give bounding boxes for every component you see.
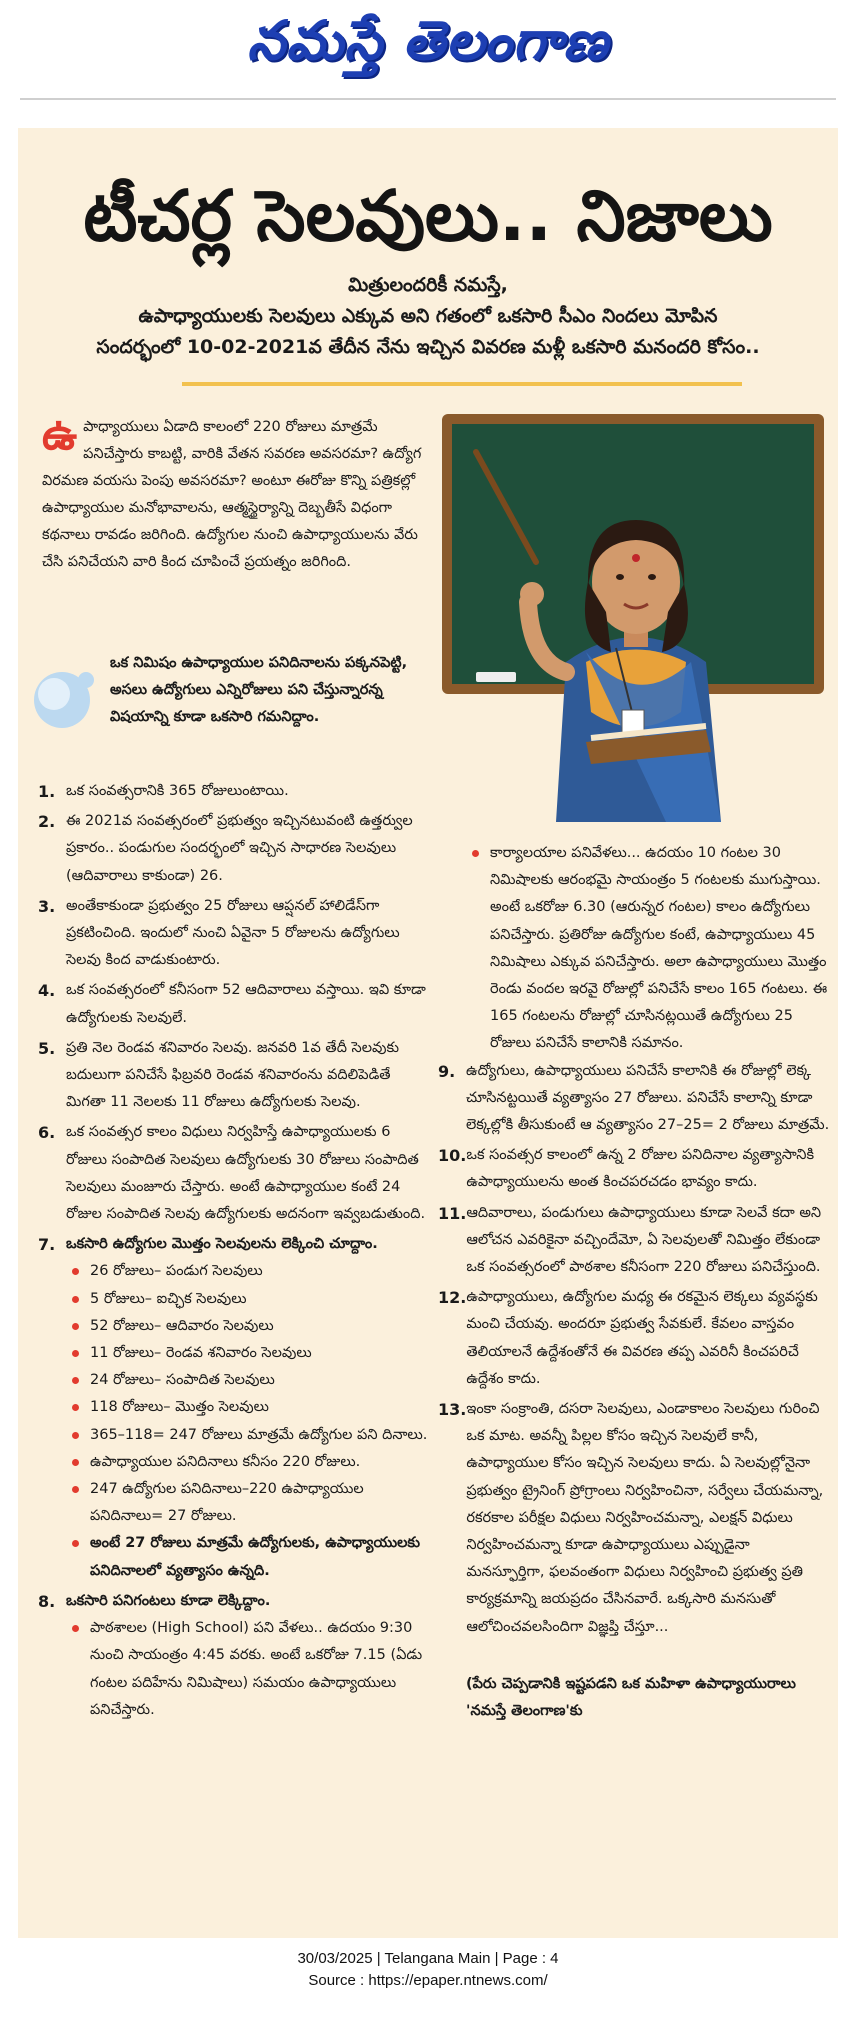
- bullet-item: 247 ఉద్యోగుల పనిదినాలు–220 ఉపాధ్యాయుల పనిదినాలు= 27 రోజులు.: [66, 1476, 430, 1530]
- list-item-totals: 7. ఒకసారి ఉద్యోగుల మొత్తం సెలవులను లెక్కించి చూద్దాం. 26 రోజులు– పండుగ సెలవులు 5 రోజులు– ఐచ్ఛిక సెలవులు 52 రోజులు– ఆదివారం సెలవులు 11 రోజులు– రెండవ శనివారం సెలవులు 24 రోజులు– సంపాదిత సెలవులు 118 రోజులు– మొత్తం సెలవులు 365–118= 247 రోజులు మాత్రమే ఉద్యోగుల పని దినాలు. ఉపాధ్యాయుల పనిదినాలు కనీసం 220 రోజులు. 247 ఉద్యోగుల పనిదినాలు–220 ఉపాధ్యాయుల పనిదినాలు= 27 రోజులు. అంటే 27 రోజులు మాత్రమే ఉద్యోగులకు, ఉపాధ్యాయులకు పనిదినాలలో వ్యత్యాసం ఉన్నది.: [38, 1231, 430, 1585]
- bullet-item: 26 రోజులు– పండుగ సెలవులు: [66, 1258, 430, 1285]
- list-item: 5. ప్రతి నెల రెండవ శనివారం సెలవు. జనవరి 1వ తేదీ సెలవుకు బదులుగా పనిచేసే ఫిబ్రవరి రెండవ శనివారంను వదిలిపెడితే మిగతా 11 నెలలకు 11 రోజులు ఉద్యోగులకు సెలవు.: [38, 1038, 400, 1111]
- article-headline: టీచర్ల సెలవులు.. నిజాలు: [83, 175, 773, 257]
- list-item: 12. ఉపాధ్యాయులు, ఉద్యోగుల మధ్య ఈ రకమైన లెక్కలు వ్యవస్థకు మంచి చేయవు. అందరూ ప్రభుత్వ సేవకులే. కేవలం వాస్తవం తెలియాలనే ఉద్దేశంతోనే ఈ వివరణ తప్ప ఎవరినీ కించపరిచే ఉద్దేశం కాదు.: [438, 1288, 818, 1387]
- lead-paragraph: [42, 409, 428, 576]
- masthead: [0, 0, 856, 100]
- pull-quote: ఒక నిమిషం ఉపాధ్యాయుల పనిదినాలను పక్కనపెట్టి, అసలు ఉద్యోగులు ఎన్నిరోజులు పని చేస్తున్నారన్న విషయాన్ని కూడా ఒకసారి గమనిద్దాం.: [110, 655, 408, 725]
- list-item: 2. ఈ 2021వ సంవత్సరంలో ప్రభుత్వం ఇచ్చినటువంటి ఉత్తర్వుల ప్రకారం.. పండుగుల సందర్భంలో ఇచ్చిన సాధారణ సెలవులు (ఆదివారాలు కాకుండా) 26.: [38, 812, 413, 884]
- bullet-item: 5 రోజులు– ఐచ్ఛిక సెలవులు: [66, 1286, 430, 1313]
- bullet-item-highlight: అంటే 27 రోజులు మాత్రమే ఉద్యోగులకు, ఉపాధ్యాయులకు పనిదినాలలో వ్యత్యాసం ఉన్నది.: [66, 1530, 430, 1584]
- list-item: 6. ఒక సంవత్సర కాలం విధులు నిర్వహిస్తే ఉపాధ్యాయులకు 6 రోజులు సంపాదిత సెలవులు ఉద్యోగులకు 30 రోజులు సంపాదిత సెలవులు మంజూరు చేస్తారు. అంటే ఉపాధ్యాయుల కంటే 24 రోజుల సంపాదిత సెలవు ఉద్యోగులకు అదనంగా ఇవ్వబడుతుంది.: [38, 1123, 426, 1223]
- article-intro: [30, 270, 826, 363]
- footer-source-link[interactable]: Source : https://epaper.ntnews.com/: [308, 1972, 548, 1989]
- totals-heading: ఒకసారి ఉద్యోగుల మొత్తం సెలవులను లెక్కించి చూద్దాం.: [66, 1236, 378, 1253]
- bullet-item: 24 రోజులు– సంపాదిత సెలవులు: [66, 1367, 430, 1394]
- page-footer: [0, 1948, 856, 1992]
- left-column: [38, 778, 430, 1727]
- lead-text: పాధ్యాయులు ఏడాది కాలంలో 220 రోజులు మాత్రమే పనిచేస్తారు కాబట్టి, వారికి వేతన సవరణ అవసరమా? ఉద్యోగ విరమణ వయసు పెంపు అవసరమా? అంటూ ఈరోజు కొన్ని పత్రికల్లో ఉపాధ్యాయుల మనోభావాలను, ఆత్మస్థైర్యాన్ని దెబ్బతీసే విధంగా కథనాలు రావడం జరిగింది. ఉద్యోగుల నుంచి ఉపాధ్యాయులను వేరు చేసి పనిచేయని వారి కింద చూపించే ప్రయత్నం జరిగింది.: [42, 419, 422, 570]
- bullet-item: కార్యాలయాల పనివేళలు... ఉదయం 10 గంటల 30 నిమిషాలకు ఆరంభమై సాయంత్రం 5 గంటలకు ముగుస్తాయి. అంటే ఒకరోజు 6.30 (ఆరున్నర గంటల) కాలం ఉద్యోగులు పనిచేస్తారు. ప్రతిరోజు ఉద్యోగుల కంటే, ఉపాధ్యాయులు 45 నిమిషాలు ఎక్కువ పనిచేస్తారు. అలా ఉపాధ్యాయులు మొత్తం రెండు వందల ఇరవై రోజుల్లో పనిచేసే కాలం 165 గంటలు. ఈ 165 గంటలను రోజుల్లో చూసినట్లయితే ఉద్యోగులు 25 రోజులు పనిచేసే కాలానికి సమానం.: [466, 840, 830, 1058]
- right-column: [438, 840, 830, 1725]
- list-item: 9. ఉద్యోగులు, ఉపాధ్యాయులు పనిచేసే కాలానికి ఈ రోజుల్లో లెక్క చూసినట్టయితే వ్యత్యాసం 27 రోజులు. పనిచేసే కాలాన్ని కూడా లెక్కల్లోకి తీసుకుంటే ఆ వ్యత్యాసం 27–25= 2 రోజులు మాత్రమే.: [438, 1061, 830, 1134]
- intro-line-2: ఉపాధ్యాయులకు సెలవులు ఎక్కువ అని గతంలో ఒకసారి సీఎం నిందలు మోపిన: [138, 305, 718, 327]
- bullet-item: 11 రోజులు– రెండవ శనివారం సెలవులు: [66, 1340, 430, 1367]
- list-item: 11. ఆదివారాలు, పండుగులు ఉపాధ్యాయులు కూడా సెలవే కదా అని ఆలోచన ఎవరికైనా వచ్చిందేమో, ఏ సెలవులతో నిమిత్తం లేకుండా ఒక సంవత్సరంలో పాఠశాల కనీసంగా 220 రోజులు పనిచేస్తుంది.: [438, 1203, 822, 1276]
- hand: [520, 582, 544, 606]
- intro-greeting: మిత్రులందరికీ నమస్తే,: [348, 274, 508, 296]
- bullet-item: 118 రోజులు– మొత్తం సెలవులు: [66, 1394, 430, 1421]
- list-item: 13. ఇంకా సంక్రాంతి, దసరా సెలవులు, ఎండాకాలం సెలవులు గురించి ఒక మాట. అవన్నీ పిల్లల కోసం ఇచ్చిన సెలవులే కానీ, ఉపాధ్యాయుల కోసం ఇచ్చిన సెలవులు కాదు. ఏ సెలవుల్లోనైనా ప్రభుత్వం ట్రైనింగ్ ప్రోగ్రాంలు నిర్వహించినా, సర్వేలు చేయమన్నా, రకరకాల పరీక్షల విధులు నిర్వహించమన్నా, ఎలక్షన్ విధులు నిర్వహించమన్నా కూడా ఉపాధ్యాయులు ఎప్పుడైనా మనస్ఫూర్తిగా, ఫలవంతంగా విధులు నిర్వహించి ప్రభుత్వ ప్రతి కార్యక్రమాన్ని జయప్రదం చేసినవారే. ఒక్కసారి మనసుతో ఆలోచించవలసిందిగా విజ్ఞప్తి చేస్తూ...: [438, 1400, 824, 1635]
- list-item: 3. అంతేకాకుండా ప్రభుత్వం 25 రోజులు ఆప్షనల్ హాలిడేస్‌గా ప్రకటించింది. ఇందులో నుంచి ఏవైనా 5 రోజులను ఉద్యోగులు సెలవు కింద వాడుకుంటారు.: [38, 896, 400, 969]
- totals-list: [66, 1258, 430, 1584]
- masthead-rule: [20, 98, 836, 100]
- bindi: [632, 554, 640, 562]
- list-item: 4. ఒక సంవత్సరంలో కనీసంగా 52 ఆదివారాలు వస్తాయి. ఇవి కూడా ఉద్యోగులకు సెలవులే.: [38, 981, 426, 1026]
- list-item-hours: 8. ఒకసారి పనిగంటలు కూడా లెక్కిద్దాం. పాఠశాలల (High School) పని వేళలు.. ఉదయం 9:30 నుంచి సాయంత్రం 4:45 వరకు. అంటే ఒకరోజు 7.15 (ఏడు గంటల పదిహేను నిమిషాలు) సమయం ఉపాధ్యాయులు పనిచేస్తారు.: [38, 1588, 430, 1724]
- intro-line-3: సందర్భంలో 10-02-2021వ తేదీన నేను ఇచ్చిన వివరణ మళ్లీ ఒకసారి మనందరి కోసం..: [96, 336, 760, 358]
- hours-heading: ఒకసారి పనిగంటలు కూడా లెక్కిద్దాం.: [66, 1592, 271, 1609]
- intro-underline: [182, 382, 742, 386]
- newspaper-logo: నమస్తే తెలంగాణ: [247, 9, 609, 72]
- drop-cap: ఉ: [42, 409, 78, 460]
- teacher-illustration: [436, 412, 830, 822]
- list-item: 10. ఒక సంవత్సర కాలంలో ఉన్న 2 రోజుల పనిదినాల వ్యత్యాసానికి ఉపాధ్యాయులను అంత కించపరచడం భావ్యం కాదు.: [438, 1146, 815, 1191]
- author-signoff: (పేరు చెప్పడానికి ఇష్టపడని ఒక మహిళా ఉపాధ్యాయురాలు 'నమస్తే తెలంగాణ'కు: [466, 1675, 796, 1720]
- chalk-eraser: [476, 672, 516, 682]
- bullet-item: 365–118= 247 రోజులు మాత్రమే ఉద్యోగుల పని దినాలు.: [66, 1422, 430, 1449]
- footer-date-page: 30/03/2025 | Telangana Main | Page : 4: [297, 1950, 559, 1967]
- bullet-item: ఉపాధ్యాయుల పనిదినాలు కనీసం 220 రోజులు.: [66, 1449, 430, 1476]
- bullet-item: 52 రోజులు– ఆదివారం సెలవులు: [66, 1313, 430, 1340]
- list-item: 1. ఒక సంవత్సరానికి 365 రోజులుంటాయి.: [38, 782, 289, 801]
- bullet-item: పాఠశాలల (High School) పని వేళలు.. ఉదయం 9:30 నుంచి సాయంత్రం 4:45 వరకు. అంటే ఒకరోజు 7.15 (ఏడు గంటల పదిహేను నిమిషాలు) సమయం ఉపాధ్యాయులు పనిచేస్తారు.: [66, 1615, 430, 1724]
- bubble-decoration-icon: [26, 664, 106, 734]
